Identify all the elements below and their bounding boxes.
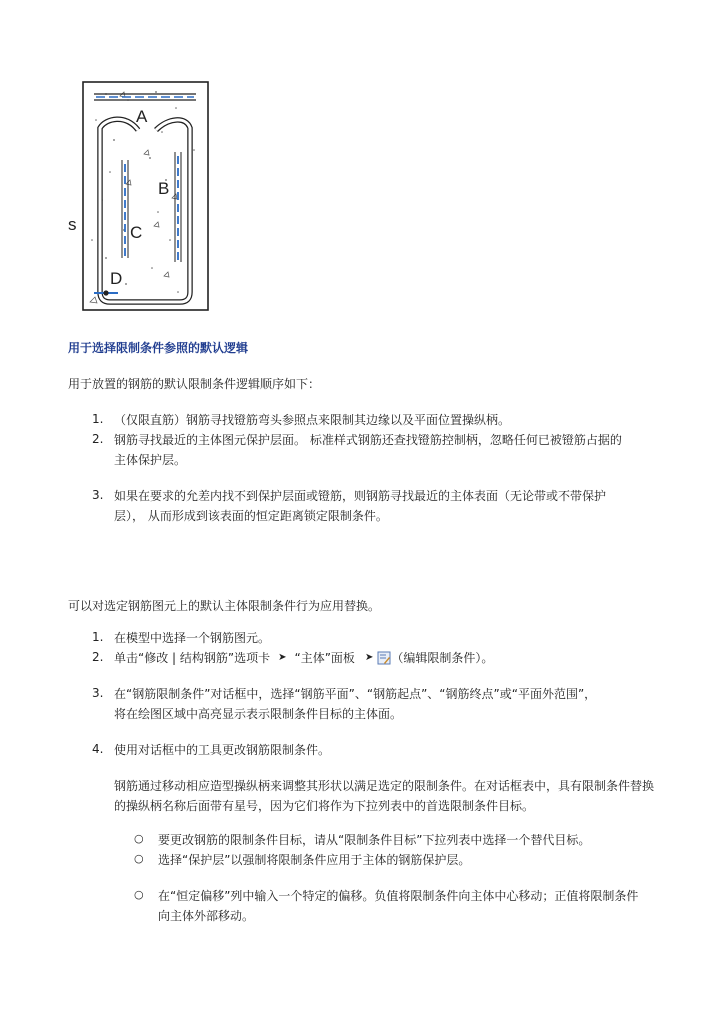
edit-constraints-icon[interactable] [377,651,391,665]
bar-d-point [103,290,108,295]
bullet-3-line-1: 在“恒定偏移”列中输入一个特定的偏移。负值将限制条件向主体中心移动；正值将限制条件 [158,889,639,903]
list1-item-2-line-2: 主体保护层。 [114,453,187,467]
list2-item-4: 使用对话框中的工具更改钢筋限制条件。 [114,743,331,757]
intro2-text: 可以对选定钢筋图元上的默认主体限制条件行为应用替换。 [68,599,381,613]
list1-item-2-line-1: 钢筋寻找最近的主体图元保护层面。 标准样式钢筋还查找镫筋控制柄，忽略任何已被镫筋占据的 [114,433,622,447]
bullet-mark-3: ○ [134,888,144,901]
list2-item-1: 在模型中选择一个钢筋图元。 [114,631,271,645]
list2-num-2: 2. [92,650,104,664]
rebar-section-figure [66,80,216,312]
list2-num-3: 3. [92,686,104,700]
ribbon-path-tab: 单击“修改 | 结构钢筋”选项卡 [114,651,271,665]
bullet-1-line-1: 要更改钢筋的限制条件目标，请从“限制条件目标”下拉列表中选择一个替代目标。 [158,833,591,847]
para-line-1: 钢筋通过移动相应造型操纵柄来调整其形状以满足选定的限制条件。在对话框表中，具有限制条件替换 [114,779,655,793]
path-arrow-2: ➤ [364,652,374,663]
list2-num-4: 4. [92,742,104,756]
list2-item-3-line-2: 将在绘图区域中高亮显示表示限制条件目标的主体面。 [114,707,403,721]
label-s: s [68,215,77,234]
list2-num-1: 1. [92,630,104,644]
label-b: B [158,179,170,198]
bullet-mark-1: ○ [134,832,144,845]
label-d: D [110,269,123,288]
rebar-section-diagram [66,80,216,312]
list1-item-3-line-1: 如果在要求的允差内找不到保护层面或镫筋，则钢筋寻找最近的主体表面（无论带或不带保护 [114,489,607,503]
bullet-mark-2: ○ [134,852,144,865]
label-a: A [136,107,148,126]
ribbon-path-command: （编辑限制条件）。 [391,651,494,665]
list1-num-3: 3. [92,488,104,502]
list2-item-3-line-1: 在“钢筋限制条件”对话框中，选择“钢筋平面”、“钢筋起点”、“钢筋终点”或“平面外范围”， [114,687,597,701]
para-line-2: 的操纵柄名称后面带有星号，因为它们将作为下拉列表中的首选限制条件目标。 [114,799,535,813]
section-title: 用于选择限制条件参照的默认逻辑 [68,341,249,355]
bullet-3-line-2: 向主体外部移动。 [158,909,255,923]
label-c: C [130,223,143,242]
list1-item-1: （仅限直筋）钢筋寻找镫筋弯头参照点来限制其边缘以及平面位置操纵柄。 [114,413,511,427]
intro-text: 用于放置的钢筋的默认限制条件逻辑顺序如下： [68,377,321,391]
list1-num-1: 1. [92,412,104,426]
list1-item-3-line-2: 层）， 从而形成到该表面的恒定距离锁定限制条件。 [114,509,388,523]
ribbon-path-panel: “主体”面板 [294,651,355,665]
list1-num-2: 2. [92,432,104,446]
list2-item-2 [114,648,493,668]
bullet-2-line-1: 选择“保护层”以强制将限制条件应用于主体的钢筋保护层。 [158,853,471,867]
path-arrow-1: ➤ [278,652,287,663]
